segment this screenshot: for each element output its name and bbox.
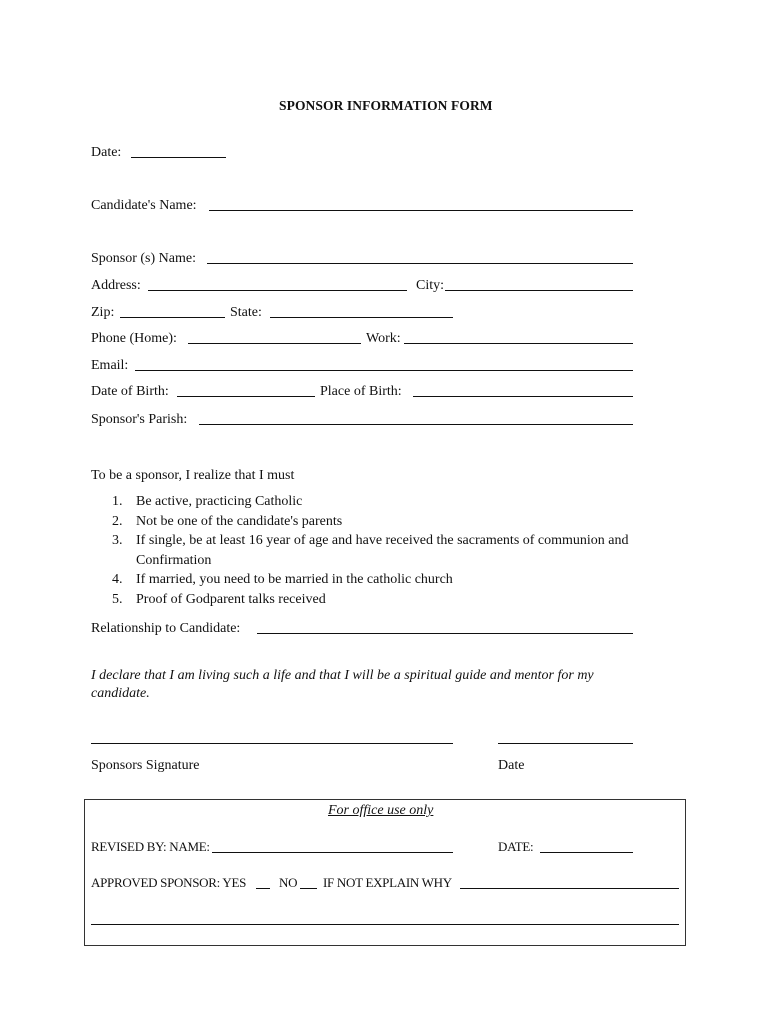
email-field[interactable] [135, 370, 633, 371]
parish-label: Sponsor's Parish: [91, 412, 188, 427]
zip-label: Zip: [91, 305, 115, 320]
declaration-line-1: I declare that I am living such a life and that I will be a spiritual guide and mentor for my [91, 668, 594, 683]
email-label: Email: [91, 358, 129, 373]
requirement-text: If single, be at least 16 year of age and have received the sacraments of communion and [136, 533, 629, 549]
requirement-item [112, 512, 629, 532]
date-label: Date: [91, 145, 122, 160]
signature-date-field[interactable] [498, 743, 633, 744]
city-label: City: [416, 278, 445, 293]
sponsor-name-label: Sponsor (s) Name: [91, 251, 196, 266]
relationship-field[interactable] [257, 633, 633, 634]
requirement-number: 4. [112, 572, 123, 588]
sponsor-name-field[interactable] [207, 263, 633, 264]
requirement-text: Be active, practicing Catholic [136, 494, 303, 509]
pob-field[interactable] [413, 396, 633, 397]
zip-field[interactable] [120, 317, 225, 318]
requirement-number: 3. [112, 533, 123, 549]
pob-label: Place of Birth: [320, 384, 402, 399]
explain-field[interactable] [460, 888, 679, 889]
approved-label: APPROVED SPONSOR: YES [91, 875, 247, 890]
requirement-number: 5. [112, 591, 123, 607]
revised-by-field[interactable] [212, 852, 453, 853]
relationship-label: Relationship to Candidate: [91, 621, 241, 636]
state-label: State: [230, 305, 262, 320]
revised-by-label: REVISED BY: NAME: [91, 839, 210, 854]
approved-yes-field[interactable] [256, 888, 270, 889]
candidate-name-field[interactable] [209, 210, 633, 211]
parish-field[interactable] [199, 424, 633, 425]
office-date-field[interactable] [540, 852, 633, 853]
approved-no-field[interactable] [300, 888, 317, 889]
requirement-number: 2. [112, 513, 123, 529]
address-field[interactable] [148, 290, 407, 291]
requirement-text: If married, you need to be married in the catholic church [136, 572, 453, 588]
signature-date-label: Date [498, 758, 525, 773]
city-field[interactable] [445, 290, 633, 291]
dob-field[interactable] [177, 396, 315, 397]
signature-field[interactable] [91, 743, 453, 744]
requirement-item [112, 531, 629, 551]
candidate-name-label: Candidate's Name: [91, 198, 197, 213]
dob-label: Date of Birth: [91, 384, 169, 399]
work-phone-field[interactable] [404, 343, 633, 344]
explain-field-line-2[interactable] [91, 924, 679, 925]
form-title: SPONSOR INFORMATION FORM [279, 98, 493, 113]
requirement-number: 1. [112, 494, 123, 509]
signature-label: Sponsors Signature [91, 758, 200, 773]
office-date-label: DATE: [498, 839, 534, 854]
address-label: Address: [91, 278, 141, 293]
requirements-intro: To be a sponsor, I realize that I must [91, 468, 295, 483]
requirement-text: Proof of Godparent talks received [136, 591, 326, 607]
requirement-text: Not be one of the candidate's parents [136, 513, 343, 529]
requirement-item [112, 590, 629, 610]
requirement-item [112, 492, 629, 512]
phone-home-field[interactable] [188, 343, 361, 344]
requirement-item [112, 570, 629, 590]
state-field[interactable] [270, 317, 453, 318]
date-field[interactable] [131, 157, 226, 158]
phone-home-label: Phone (Home): [91, 331, 177, 346]
work-label: Work: [366, 331, 401, 346]
requirement-text: Confirmation [136, 552, 212, 568]
requirement-item [136, 551, 629, 571]
declaration-line-2: candidate. [91, 686, 150, 701]
approved-no-label: NO [279, 875, 298, 890]
explain-label: IF NOT EXPLAIN WHY [323, 875, 452, 890]
requirements-list [90, 492, 629, 610]
office-use-heading: For office use only [328, 803, 434, 818]
